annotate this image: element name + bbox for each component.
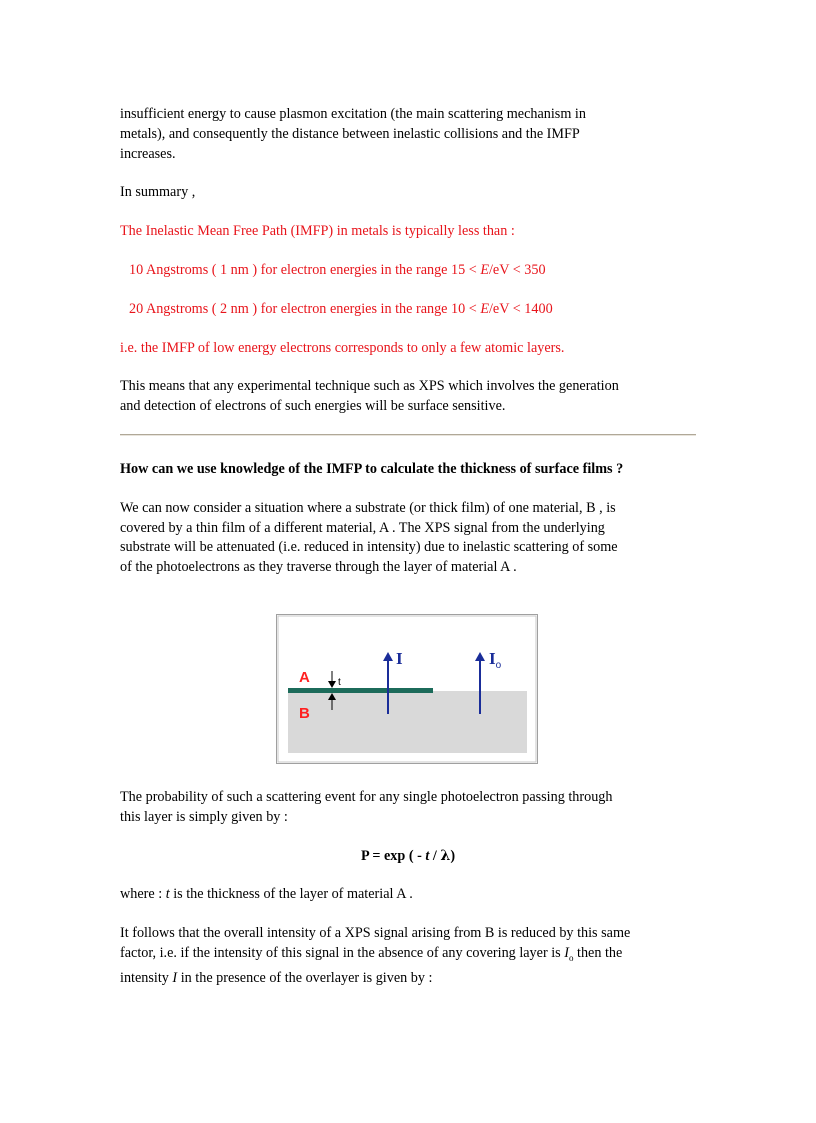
symbol-io-sub: o: [568, 952, 574, 963]
text-line: increases.: [120, 145, 176, 162]
text-line: covered by a thin film of a different material, A . The XPS signal from the underlying: [120, 519, 605, 536]
range-text: /eV < 1400: [488, 300, 553, 317]
range-text: 10 Angstroms ( 1 nm ) for electron energies in the range 15 <: [129, 261, 481, 278]
text-line: It follows that the overall intensity of a XPS signal arising from B is reduced by this same: [120, 925, 631, 942]
imfp-conclusion: i.e. the IMFP of low energy electrons corresponds to only a few atomic layers.: [120, 339, 565, 356]
text-line: metals), and consequently the distance between inelastic collisions and the IMFP: [120, 125, 580, 142]
text-line: substrate will be attenuated (i.e. reduced in intensity) due to inelastic scattering of some: [120, 539, 618, 556]
text-line: insufficient energy to cause plasmon excitation (the main scattering mechanism in: [120, 106, 586, 122]
section-heading: How can we use knowledge of the IMFP to calculate the thickness of surface films ?: [120, 460, 624, 477]
formula-lambda: λ: [440, 847, 451, 864]
text-line: and detection of electrons of such energies will be surface sensitive.: [120, 398, 506, 415]
text-line: This means that any experimental technique such as XPS which involves the generation: [120, 378, 619, 395]
where-text: is the thickness of the layer of material A .: [169, 886, 413, 903]
formula-lhs: P = exp ( -: [360, 847, 426, 864]
label-t: t: [338, 677, 341, 688]
text-line: this layer is simply given by :: [120, 808, 288, 825]
paragraph-plasmon: [120, 105, 696, 164]
text-line: The probability of such a scattering event for any single photoelectron passing through: [120, 789, 613, 805]
text-fragment: then the: [573, 944, 623, 961]
symbol-i: I: [172, 969, 178, 986]
symbol-io: I: [564, 944, 569, 961]
paragraph-probability: [120, 788, 696, 828]
diagram-svg: [276, 614, 538, 764]
text-line: of the photoelectrons as they traverse through the layer of material A .: [120, 559, 517, 576]
formula-slash: /: [429, 847, 441, 864]
substrate-b: [288, 691, 527, 753]
energy-symbol: E: [480, 300, 489, 317]
text-fragment: intensity: [120, 969, 173, 986]
attenuation-diagram: [276, 614, 538, 764]
energy-symbol: E: [480, 261, 489, 278]
imfp-statement: The Inelastic Mean Free Path (IMFP) in metals is typically less than :: [120, 223, 515, 240]
imfp-range-1: [120, 261, 696, 281]
formula-t: t: [425, 847, 430, 864]
document-body: [120, 105, 696, 578]
paragraph-situation: [120, 499, 696, 578]
text-fragment: factor, i.e. if the intensity of this signal in the absence of any covering layer is: [120, 944, 565, 961]
label-io-sub: o: [495, 660, 502, 671]
summary-intro: In summary ,: [120, 184, 196, 201]
text-fragment: in the presence of the overlayer is given by :: [177, 969, 433, 986]
label-io-main: I: [489, 649, 496, 668]
label-a: A: [299, 669, 310, 686]
label-i: I: [396, 649, 403, 668]
label-b: B: [299, 705, 310, 722]
imfp-range-2: [120, 300, 696, 320]
range-text: /eV < 350: [488, 261, 546, 278]
formula-rhs: ): [450, 847, 456, 864]
paragraph-where: [120, 885, 696, 905]
horizontal-divider: [120, 434, 696, 436]
document-body-lower: [120, 788, 696, 988]
text-line: We can now consider a situation where a substrate (or thick film) of one material, B , is: [120, 499, 616, 516]
paragraph-surface-sensitive: [120, 377, 696, 417]
range-text: 20 Angstroms ( 2 nm ) for electron energies in the range 10 <: [129, 300, 481, 317]
probability-formula: [120, 847, 696, 867]
film-a: [288, 688, 433, 693]
where-t: t: [165, 886, 170, 903]
where-text: where :: [120, 886, 166, 903]
paragraph-follows: [120, 924, 696, 988]
